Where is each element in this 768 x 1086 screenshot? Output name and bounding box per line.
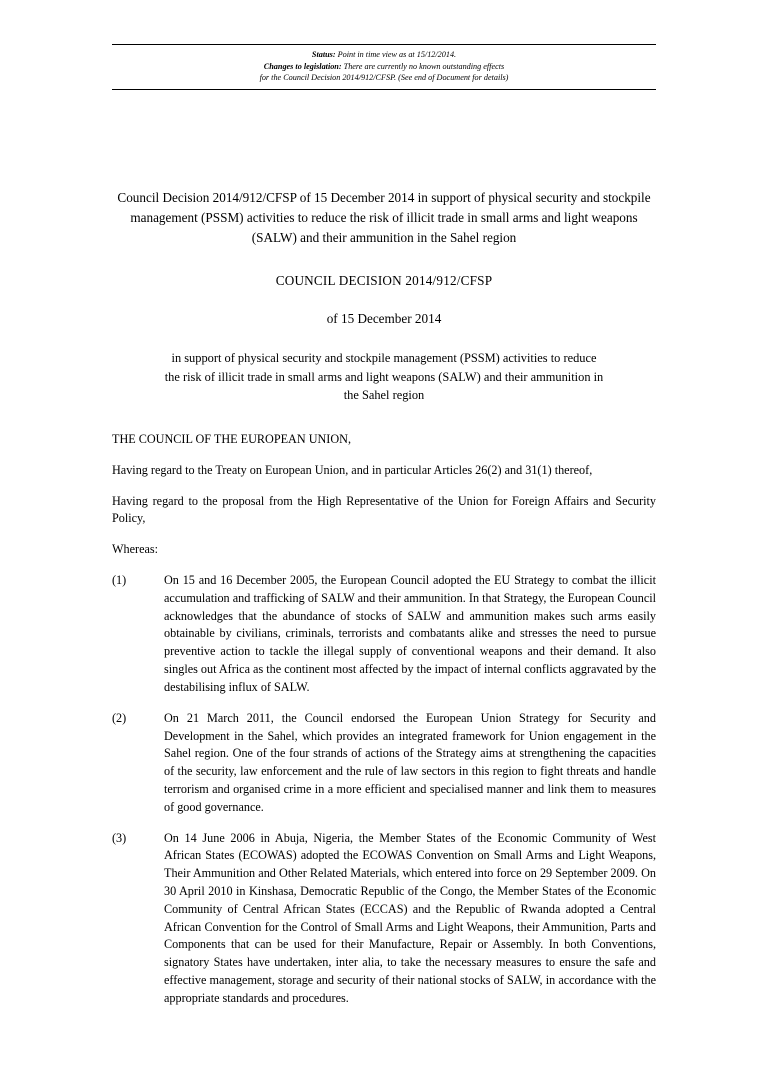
status-header-block xyxy=(112,44,656,90)
decision-subtitle: in support of physical security and stockpile management (PSSM) activities to reduce the risk of illicit trade in small arms and light weapons (SALW) and their ammunition in the Sahel region xyxy=(164,351,604,403)
changes-continuation: for the Council Decision 2014/912/CFSP. (See end of Document for details) xyxy=(259,73,509,83)
recital-item xyxy=(112,830,656,1008)
recital-number: (1) xyxy=(112,573,127,587)
recital-number: (3) xyxy=(112,830,127,845)
having-regard-proposal: Having regard to the proposal from the High Representative of the Union for Foreign Affairs and Security Policy, xyxy=(112,493,656,526)
document-title: Council Decision 2014/912/CFSP of 15 December 2014 in support of physical security and stockpile management (PSSM) activities to reduce the risk of illicit trade in small arms and light weapons (SALW) and their ammunition in the Sahel region xyxy=(117,189,651,246)
changes-label: Changes to legislation: xyxy=(263,61,342,71)
recital-item xyxy=(112,710,656,817)
decision-heading: COUNCIL DECISION 2014/912/CFSP xyxy=(275,273,493,289)
changes-value: There are currently no known outstanding effects xyxy=(343,61,505,71)
recital-text: On 15 and 16 December 2005, the European Council adopted the EU Strategy to combat the illicit accumulation and trafficking of SALW and their ammunition. In that Strategy, the European Council acknowledges that the abundance of stocks of SALW and ammunition makes such arms easily obtainable by civilians, criminals, terrorists and combatants alike and stresses the need to pursue preventive action to tackle the illegal supply of conventional weapons and their demand. It also singles out Africa as the continent most affected by the impact of internal conflicts aggravated by the destabilising influx of SALW. xyxy=(164,573,656,694)
recital-text: On 21 March 2011, the Council endorsed the European Union Strategy for Security and Development in the Sahel, which provides an integrated framework for Union engagement in the Sahel region. One of the four strands of actions of the Strategy aims at strengthening the capacities of the security, law enforcement and the rule of law sectors in this region to fight threats and handle terrorism and organised crime in a more efficient and specialised manner and link them to measures of good governance. xyxy=(164,710,656,814)
decision-date: of 15 December 2014 xyxy=(326,311,442,327)
recital-number: (2) xyxy=(112,710,127,725)
changes-line xyxy=(112,61,656,73)
recital-text: On 14 June 2006 in Abuja, Nigeria, the Member States of the Economic Community of West African States (ECOWAS) adopted the ECOWAS Convention on Small Arms and Light Weapons, Their Ammunition and Other Related Materials, which entered into force on 29 September 2009. On 30 April 2010 in Kinshasa, Democratic Republic of the Congo, the Member States of the Economic Community of Central African States (ECCAS) and the Republic of Rwanda adopted a Central African Convention for the Control of Small Arms and Light Weapons, their Ammunition, Parts and Components that can be used for their Manufacture, Repair or Assembly. In both Conventions, signatory States have undertaken, inter alia, to take the necessary measures to ensure the safe and effective management, storage and security of their national stocks of SALW, in accordance with the appropriate standards and procedures. xyxy=(164,830,656,1005)
status-value: Point in time view as at 15/12/2014. xyxy=(337,50,457,59)
council-line: THE COUNCIL OF THE EUROPEAN UNION, xyxy=(112,431,352,446)
having-regard-treaty: Having regard to the Treaty on European Union, and in particular Articles 26(2) and 31(1) thereof, xyxy=(112,462,593,477)
recital-item xyxy=(112,572,656,697)
status-line xyxy=(112,49,656,61)
document-body xyxy=(112,431,656,1008)
status-label: Status: xyxy=(311,50,336,59)
whereas-label: Whereas: xyxy=(112,542,159,557)
